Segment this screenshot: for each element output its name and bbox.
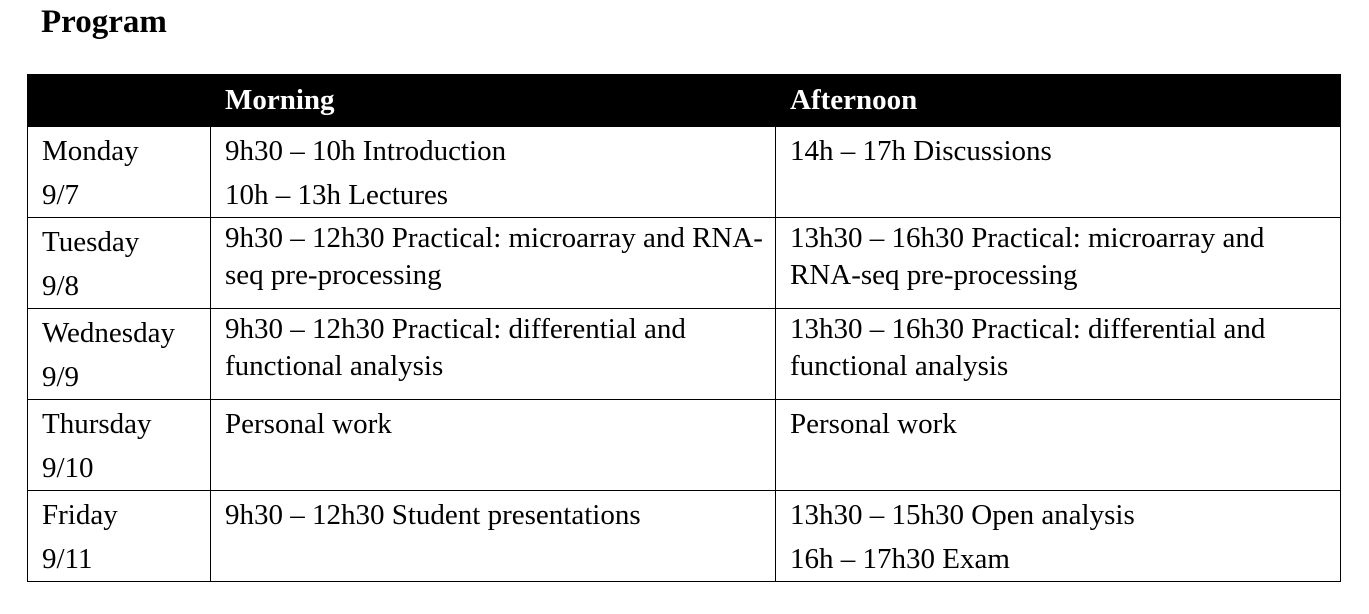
day-name: Wednesday bbox=[42, 317, 175, 349]
header-morning: Morning bbox=[211, 75, 776, 127]
session-entry: 14h – 17h Discussions bbox=[790, 135, 1052, 167]
day-date: 9/8 bbox=[42, 270, 80, 302]
afternoon-cell bbox=[776, 491, 1341, 582]
session-entry: 10h – 13h Lectures bbox=[225, 179, 449, 211]
day-date: 9/10 bbox=[42, 452, 94, 484]
table-row bbox=[28, 218, 1341, 309]
table-row bbox=[28, 400, 1341, 491]
day-cell bbox=[28, 309, 211, 400]
day-date: 9/7 bbox=[42, 179, 80, 211]
session-entry: 9h30 – 12h30 Practical: differential and functional analysis bbox=[225, 313, 686, 382]
program-table bbox=[27, 74, 1341, 582]
morning-cell bbox=[211, 309, 776, 400]
afternoon-cell bbox=[776, 309, 1341, 400]
day-date: 9/9 bbox=[42, 361, 80, 393]
header-afternoon: Afternoon bbox=[776, 75, 1341, 127]
day-cell bbox=[28, 127, 211, 218]
afternoon-cell bbox=[776, 218, 1341, 309]
session-entry: 13h30 – 16h30 Practical: microarray and RNA-seq pre-processing bbox=[790, 222, 1265, 291]
day-cell bbox=[28, 400, 211, 491]
session-entry: 13h30 – 15h30 Open analysis bbox=[790, 499, 1135, 531]
day-cell bbox=[28, 491, 211, 582]
day-date: 9/11 bbox=[42, 543, 93, 575]
morning-cell bbox=[211, 400, 776, 491]
session-entry: 9h30 – 10h Introduction bbox=[225, 135, 507, 167]
day-name: Thursday bbox=[42, 408, 152, 440]
page-title: Program bbox=[41, 4, 167, 40]
morning-cell bbox=[211, 218, 776, 309]
day-name: Friday bbox=[42, 499, 118, 531]
header-row bbox=[28, 75, 1341, 127]
day-name: Monday bbox=[42, 135, 139, 167]
session-entry: 9h30 – 12h30 Practical: microarray and RNA-seq pre-processing bbox=[225, 222, 763, 291]
morning-cell bbox=[211, 127, 776, 218]
session-entry: Personal work bbox=[225, 408, 392, 440]
table-row bbox=[28, 309, 1341, 400]
day-name: Tuesday bbox=[42, 226, 140, 258]
table-row bbox=[28, 127, 1341, 218]
session-entry: 13h30 – 16h30 Practical: differential and functional analysis bbox=[790, 313, 1266, 382]
day-cell bbox=[28, 218, 211, 309]
session-entry: 9h30 – 12h30 Student presentations bbox=[225, 499, 641, 531]
session-entry: Personal work bbox=[790, 408, 957, 440]
afternoon-cell bbox=[776, 400, 1341, 491]
session-entry: 16h – 17h30 Exam bbox=[790, 543, 1010, 575]
header-day bbox=[28, 75, 211, 127]
table-row bbox=[28, 491, 1341, 582]
afternoon-cell bbox=[776, 127, 1341, 218]
morning-cell bbox=[211, 491, 776, 582]
